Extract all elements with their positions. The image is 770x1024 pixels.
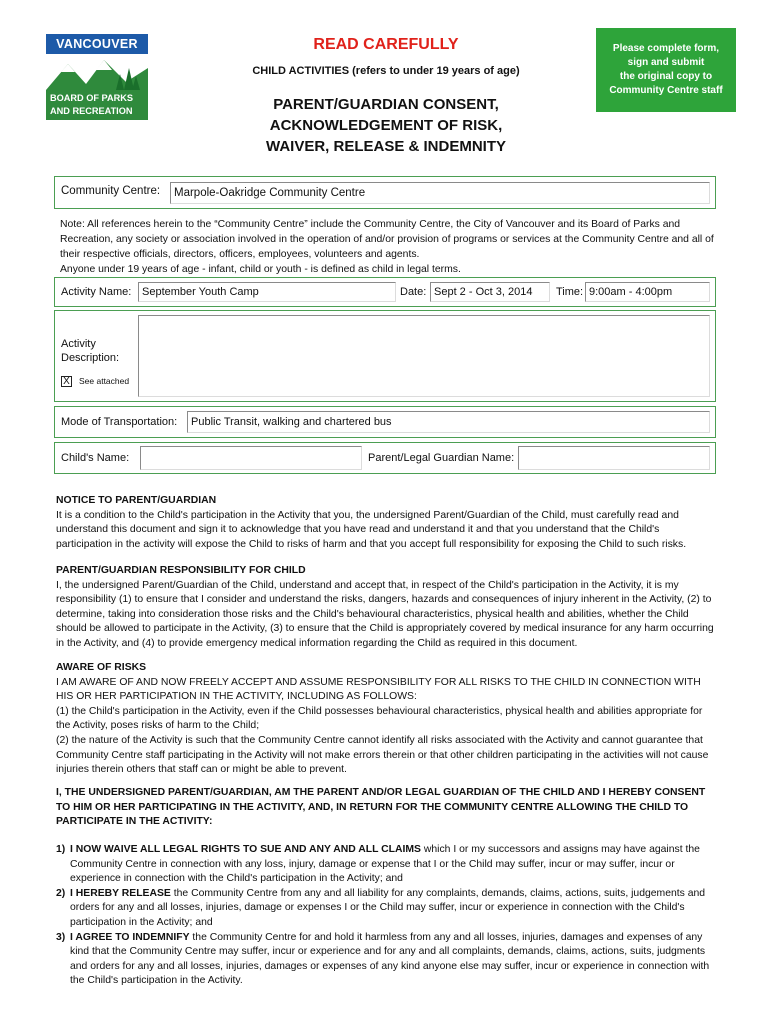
- community-centre-field[interactable]: Marpole-Oakridge Community Centre: [170, 182, 710, 204]
- date-field[interactable]: Sept 2 - Oct 3, 2014: [430, 282, 550, 302]
- clause-item: [56, 931, 716, 989]
- responsibility-section: [56, 564, 716, 652]
- time-label: Time:: [556, 286, 584, 298]
- clause-item: [56, 843, 716, 887]
- submit-instructions-line4: Community Centre staff: [609, 85, 723, 96]
- activity-name-label: Activity Name:: [61, 286, 132, 298]
- aware-text-2: (1) the Child's participation in the Activity, even if the Child possesses behavioural characteristics, physical health and abilities appropriate for the Activity, poses risks of harm to the Child;: [56, 705, 703, 732]
- notice-heading: NOTICE TO PARENT/GUARDIAN: [56, 495, 217, 506]
- child-definition-text: Anyone under 19 years of age - infant, child or youth - is defined as child in legal terms.: [60, 264, 461, 275]
- notice-text: It is a condition to the Child's participation in the Activity that you, the undersigned Parent/Guardian of the Child, must carefully read and understand this document and sign it to acknowledge that you have read and understand it and that you understand that the Child's participation in the activity will expose the Child to risks of harm and that you accept full responsibility for exposing the Child to such risks.: [56, 509, 687, 550]
- notice-section: [56, 494, 716, 552]
- activity-description-field[interactable]: [138, 315, 710, 397]
- vancouver-parks-logo: [46, 34, 148, 120]
- activity-description-label-2: Description:: [61, 352, 120, 364]
- child-name-field[interactable]: [140, 446, 362, 470]
- logo-mountains-graphic: [46, 54, 148, 90]
- transportation-label: Mode of Transportation:: [61, 416, 178, 428]
- definitions-note-text: Note: All references herein to the “Community Centre” include the Community Centre, the City of Vancouver and its Board of Parks and Recreation, any society or association involved in the operation of and/or provision of programs or services at the Community Centre and all of their respective officials, directors, officers, employees, volunteers and agents.: [60, 219, 714, 260]
- submit-instructions-line3: the original copy to: [619, 71, 713, 82]
- see-attached-checkbox[interactable]: X: [61, 376, 72, 387]
- clause-bold-text: I HEREBY RELEASE: [70, 887, 171, 899]
- aware-text-3: (2) the nature of the Activity is such that the Community Centre cannot identify all risks associated with the Activity and cannot guarantee that Community Centre staff participating in the Activity will not make errors therein or that other children participating in the activities will not cause injuries therein others that staff can or might be able to prevent.: [56, 734, 709, 776]
- date-label: Date:: [400, 286, 427, 298]
- document-title: [206, 94, 566, 157]
- activity-name-field[interactable]: September Youth Camp: [138, 282, 396, 302]
- submit-instructions-line2: sign and submit: [627, 57, 705, 68]
- community-centre-label: Community Centre:: [61, 185, 161, 197]
- aware-text-1: I AM AWARE OF AND NOW FREELY ACCEPT AND ASSUME RESPONSIBILITY FOR ALL RISKS TO THE CHILD IN CONNECTION WITH HIS OR HER PARTICIPATION IN THE ACTIVITY, INCLUDING AS FOLLOWS:: [56, 676, 701, 703]
- activity-description-label-1: Activity: [61, 338, 96, 350]
- responsibility-heading: PARENT/GUARDIAN RESPONSIBILITY FOR CHILD: [56, 565, 306, 576]
- clause-number: 3): [56, 931, 66, 943]
- clause-bold-text: I NOW WAIVE ALL LEGAL RIGHTS TO SUE AND ANY AND ALL CLAIMS: [70, 844, 421, 855]
- consent-text: I, THE UNDERSIGNED PARENT/GUARDIAN, AM THE PARENT AND/OR LEGAL GUARDIAN OF THE CHILD AND I HEREBY CONSENT TO HIM OR HER PARTICIPATING IN THE ACTIVITY, AND, IN RETURN FOR THE COMMUNITY CENTRE ALLOWING THE CHILD TO PARTICIPATE IN THE ACTIVITY:: [56, 787, 706, 828]
- clause-item: [56, 887, 716, 931]
- clause-text: the Community Centre for and hold it harmless from any and all losses, injuries, damages and expenses of any kind that the Community Centre may suffer, incur or experience and for any and all complaints, demands, claims, actions, suits, judgments and orders for any and all losses, injuries, damages or expenses of any kind anyone else may suffer, incur or experience in connection with the Child's participation in the Activity.: [70, 931, 710, 987]
- clause-number: 2): [56, 887, 66, 899]
- see-attached-label: See attached: [79, 376, 130, 386]
- clauses-list: [56, 843, 716, 989]
- definitions-note: [60, 217, 720, 277]
- consent-section: [56, 786, 716, 830]
- aware-section: [56, 661, 716, 778]
- child-activities-subheading: CHILD ACTIVITIES (refers to under 19 years of age): [252, 65, 520, 77]
- submit-instructions-box: [596, 28, 736, 112]
- title-line-2: ACKNOWLEDGEMENT OF RISK,: [269, 117, 503, 134]
- logo-top-text: VANCOUVER: [46, 34, 148, 54]
- clause-bold-text: I AGREE TO INDEMNIFY: [70, 931, 190, 943]
- time-field[interactable]: 9:00am - 4:00pm: [585, 282, 710, 302]
- logo-bottom-line2: AND RECREATION: [50, 106, 133, 116]
- clause-number: 1): [56, 844, 66, 855]
- transportation-field[interactable]: Public Transit, walking and chartered bus: [187, 411, 710, 433]
- responsibility-text: I, the undersigned Parent/Guardian of the Child, understand and accept that, in respect of the Child's participation in the Activity, it is my responsibility (1) to ensure that I consider and understand the risks, dangers, hazards and consequences of injury inherent in the Activity, (2) to determine, taking into consideration those risks and the Child's behavioural characteristics, physical health and abilities, whether the Child should be allowed to participate in the Activity, (3) to ensure that the Child is appropriately covered by medical insurance for any harm occurring in the Activity, and (4) to provide emergency medical information regarding the Child as required in this document.: [56, 579, 714, 649]
- clause-text: which I or my successors and assigns may have against the Community Centre in connection with any loss, injury, damage or expense that I or the Child may suffer, incur or may suffer, incur or experience in connection with the Child's participation in the Activity; and: [70, 844, 700, 885]
- read-carefully-heading: READ CAREFULLY: [313, 36, 459, 53]
- guardian-name-label: Parent/Legal Guardian Name:: [368, 452, 515, 464]
- guardian-name-field[interactable]: [518, 446, 710, 470]
- child-name-label: Child's Name:: [61, 452, 130, 464]
- clause-text: the Community Centre from any and all liability for any complaints, demands, claims, actions, suits, judgements and orders for any and all losses, injuries, damage or expenses I or the Child may suffer, incur or experience in connection with the Child's participation in the Activity; and: [70, 887, 706, 928]
- logo-bottom-line1: BOARD OF PARKS: [50, 93, 134, 103]
- title-line-3: WAIVER, RELEASE & INDEMNITY: [265, 138, 507, 155]
- logo-bottom-band: [46, 90, 148, 120]
- title-line-1: PARENT/GUARDIAN CONSENT,: [273, 96, 499, 113]
- submit-instructions-line1: Please complete form,: [612, 43, 720, 54]
- aware-heading: AWARE OF RISKS: [56, 662, 147, 673]
